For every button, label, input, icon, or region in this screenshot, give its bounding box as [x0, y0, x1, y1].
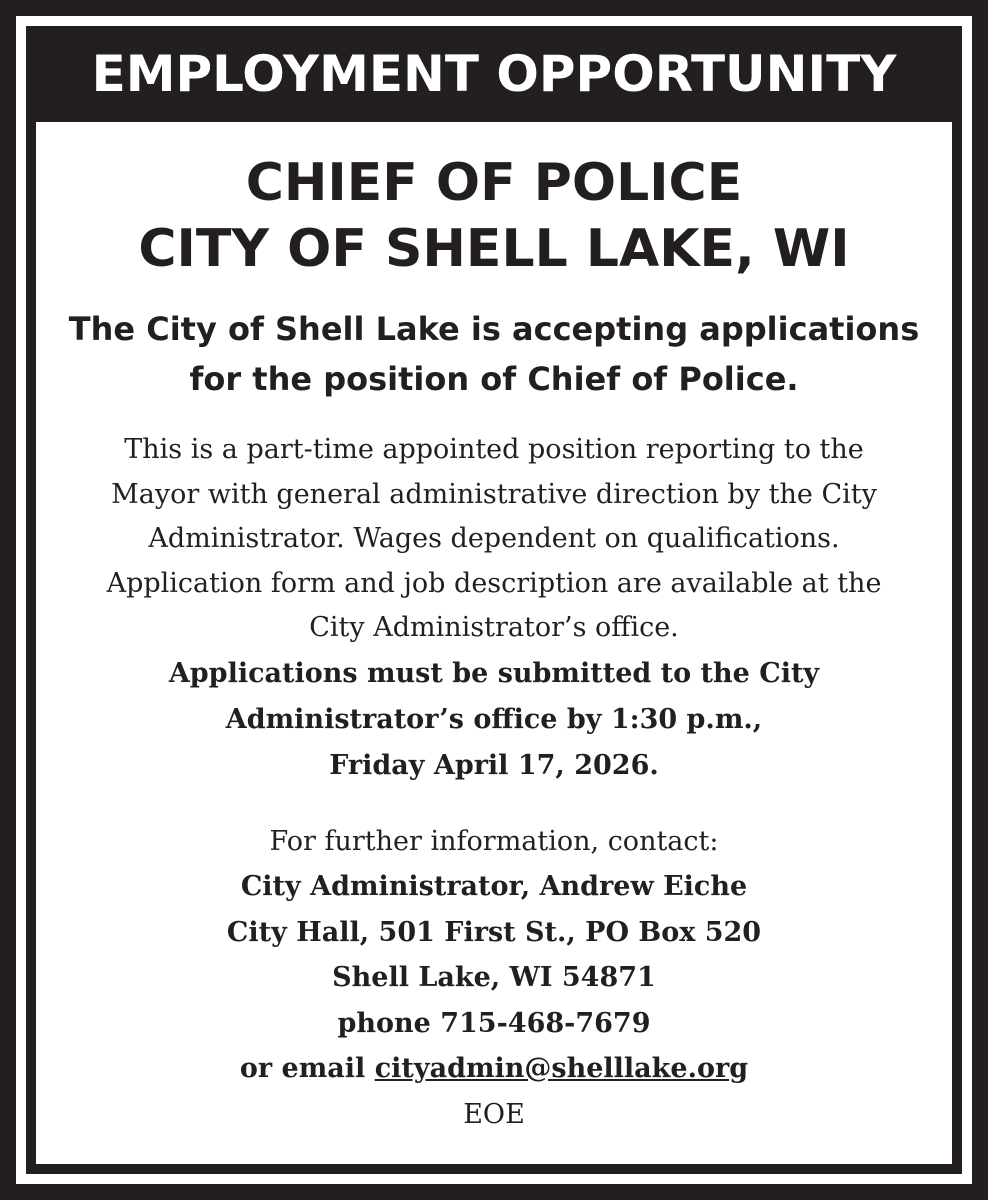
description-line: Administrator. Wages dependent on qualifications. [148, 523, 840, 554]
description-line: Application form and job description are available at the [106, 567, 882, 599]
eoe-label: EOE [463, 1098, 525, 1130]
contact-email-line [36, 1046, 952, 1092]
deadline-line: Friday April 17, 2026. [329, 749, 659, 781]
lead-statement [36, 304, 952, 404]
email-link[interactable]: cityadmin@shelllake.org [374, 1053, 749, 1084]
deadline-line: Administrator’s office by 1:30 p.m., [225, 703, 763, 735]
position-title [36, 150, 952, 282]
banner-label: EMPLOYMENT OPPORTUNITY [91, 45, 897, 103]
contact-name: City Administrator, Andrew Eiche [240, 871, 748, 902]
description-line: City Administrator’s office. [309, 612, 679, 643]
employment-banner [26, 26, 962, 122]
title-line-2: CITY OF SHELL LAKE, WI [138, 219, 850, 279]
ad-content [36, 122, 952, 1164]
lead-line-2: for the position of Chief of Police. [189, 360, 799, 398]
description-line: This is a part-time appointed position reporting to the [124, 434, 864, 465]
title-line-1: CHIEF OF POLICE [245, 153, 743, 213]
description-line: Mayor with general administrative direction by the City [111, 478, 877, 510]
application-deadline [36, 651, 952, 789]
deadline-line: Applications must be submitted to the City [168, 657, 820, 689]
job-description [36, 428, 952, 651]
contact-info [36, 819, 952, 1138]
email-prefix: or email [239, 1053, 375, 1084]
contact-city: Shell Lake, WI 54871 [332, 962, 656, 993]
lead-line-1: The City of Shell Lake is accepting applications [68, 310, 920, 348]
contact-intro: For further information, contact: [269, 825, 719, 857]
contact-address: City Hall, 501 First St., PO Box 520 [226, 916, 762, 948]
contact-phone: phone 715-468-7679 [337, 1007, 651, 1039]
